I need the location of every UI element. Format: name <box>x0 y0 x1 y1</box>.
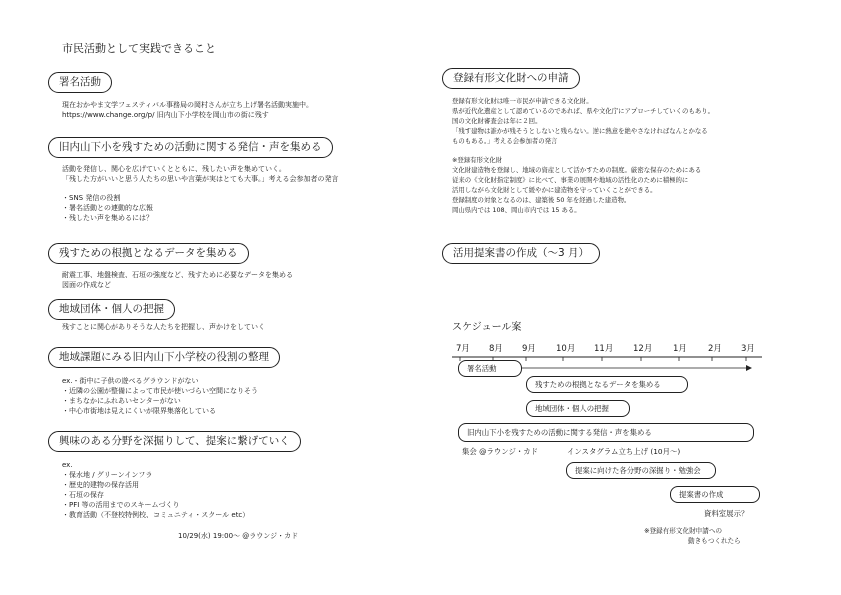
list-item: ex.・街中に子供の遊べるグラウンドがない <box>62 377 199 385</box>
month-label: 7月 <box>456 344 470 354</box>
outreach-line-2: 「残した方がいいと思う人たちの思いや言葉が実はとても大事。」考える会参加者の発言 <box>62 175 339 183</box>
outreach-list <box>62 193 153 223</box>
month-label: 9月 <box>522 344 536 354</box>
explore-list <box>62 460 249 520</box>
note-line-2: 動きもつくれたら <box>688 537 741 545</box>
section-heading-role: 地域課題にみる旧内山下小学校の役割の整理 <box>48 347 280 368</box>
month-label: 2月 <box>708 344 722 354</box>
cp-line-5: ものもある。」考える会参加者の発言 <box>452 137 558 145</box>
cp-note-line-3: 活用しながら文化財として緩やかに建造物を守っていくことができる。 <box>452 186 657 194</box>
list-item: ・保水地 / グリーンインフラ <box>62 471 153 479</box>
note-line-1: ※登録有形文化財申請への <box>644 527 723 535</box>
page-title: 市民活動として実践できること <box>62 42 216 55</box>
month-label: 3月 <box>741 344 755 354</box>
list-item: ・石垣の保存 <box>62 491 104 499</box>
role-list <box>62 376 258 416</box>
label-exhibit: 資料室展示？ <box>704 509 749 518</box>
cp-line-4: 「残す建物は誰かが残そうとしないと残らない。逆に熱意を絶やさなければなんとかなる <box>452 127 708 135</box>
list-item: ・残したい声を集めるには？ <box>62 214 153 222</box>
outreach-line-1: 活動を発信し、関心を広げていくとともに、残したい声を集めていく。 <box>62 165 286 173</box>
list-item: ・近隣の公園が整備によって市民が使いづらい空間になりそう <box>62 387 258 395</box>
cp-note-line-5: 岡山県内では 108、岡山市内では 15 ある。 <box>452 206 581 214</box>
schedule-title: スケジュール案 <box>452 322 522 333</box>
section-heading-proposal: 活用提案書の作成（～3 月） <box>442 243 600 264</box>
list-item: ・中心市街地は見えにくいが限界集落化している <box>62 407 216 415</box>
cp-note-title: ※登録有形文化財 <box>452 156 503 164</box>
list-item: ・PFI 等の活用までのスキームづくり <box>62 501 180 509</box>
list-item: ・まちなかにふれあいセンターがない <box>62 397 181 405</box>
list-item: ex. <box>62 461 73 469</box>
section-heading-data: 残すための根拠となるデータを集める <box>48 243 249 264</box>
cp-line-2: 県が近代化遺産として認めているのであれば、県や文化庁にアプローチしていくのもあり。 <box>452 107 715 115</box>
data-line-1: 耐震工事、地盤検査、石垣の強度など、残すために必要なデータを集める <box>62 271 293 279</box>
outreach-body <box>62 164 339 184</box>
list-item: ・署名活動との連動的な広報 <box>62 204 153 212</box>
section-heading-cultural-property: 登録有形文化財への申請 <box>442 68 580 89</box>
list-item: ・歴史的建物の保存活用 <box>62 481 139 489</box>
label-instagram: インスタグラム立ち上げ (10月～) <box>567 447 681 456</box>
label-meeting: 集会 @ラウンジ・カド <box>462 447 539 456</box>
groups-body <box>62 322 265 332</box>
list-item: ・SNS 発信の役割 <box>62 194 121 202</box>
cp-note-line-4: 登録制度の対象となるのは、建築後 50 年を経過した建造物。 <box>452 196 631 204</box>
groups-line-1: 残すことに関心がありそうな人たちを把握し、声かけをしていく <box>62 323 265 331</box>
month-label: 8月 <box>489 344 503 354</box>
bar-proposal: 提案書の作成 <box>670 486 760 503</box>
cultural-property-note <box>452 155 701 215</box>
signature-line-1: 現在おかやま文学フェスティバル事務局の岡村さんが立ち上げ署名活動実施中。 <box>62 101 313 109</box>
section-heading-groups: 地域団体・個人の把握 <box>48 299 175 320</box>
bar-study: 提案に向けた各分野の深掘り・勉強会 <box>566 462 716 479</box>
cp-note-line-1: 文化財建造物を登録し、地域の資産として活かすための制度。厳密な保存のためにある <box>452 166 702 174</box>
data-body <box>62 270 293 290</box>
section-heading-signature: 署名活動 <box>48 72 112 93</box>
section-heading-explore: 興味のある分野を深掘りして、提案に繋げていく <box>48 431 301 452</box>
month-label: 12月 <box>633 344 653 354</box>
signature-line-2: https://www.change.org/p/ 旧内山下小学校を岡山市の街に残す <box>62 111 269 119</box>
data-line-2: 図面の作成など <box>62 281 111 289</box>
month-label: 10月 <box>556 344 576 354</box>
bar-groups: 地域団体・個人の把握 <box>526 400 630 417</box>
month-label: 1月 <box>673 344 687 354</box>
bar-outreach: 旧内山下小を残すための活動に関する発信・声を集める <box>458 423 754 442</box>
month-label: 11月 <box>594 344 614 354</box>
list-item: ・教育活動（不登校特例校、コミュニティ・スクール etc） <box>62 511 250 519</box>
bar-signature: 署名活動 <box>458 360 522 377</box>
cultural-property-body <box>452 96 714 146</box>
signature-body <box>62 100 313 120</box>
bar-data: 残すための根拠となるデータを集める <box>526 376 688 393</box>
cp-line-1: 登録有形文化財は唯一市民が申請できる文化財。 <box>452 97 593 105</box>
meeting-footer: 10/29(水) 19:00～ @ラウンジ・カド <box>178 532 299 540</box>
cp-line-3: 国の文化財審査会は年に２回。 <box>452 117 542 125</box>
cp-note-line-2: 従来の《文化財指定制度》に比べて、事業の展開や地域の活性化のために積極的に <box>452 176 689 184</box>
section-heading-outreach: 旧内山下小を残すための活動に関する発信・声を集める <box>48 137 333 158</box>
